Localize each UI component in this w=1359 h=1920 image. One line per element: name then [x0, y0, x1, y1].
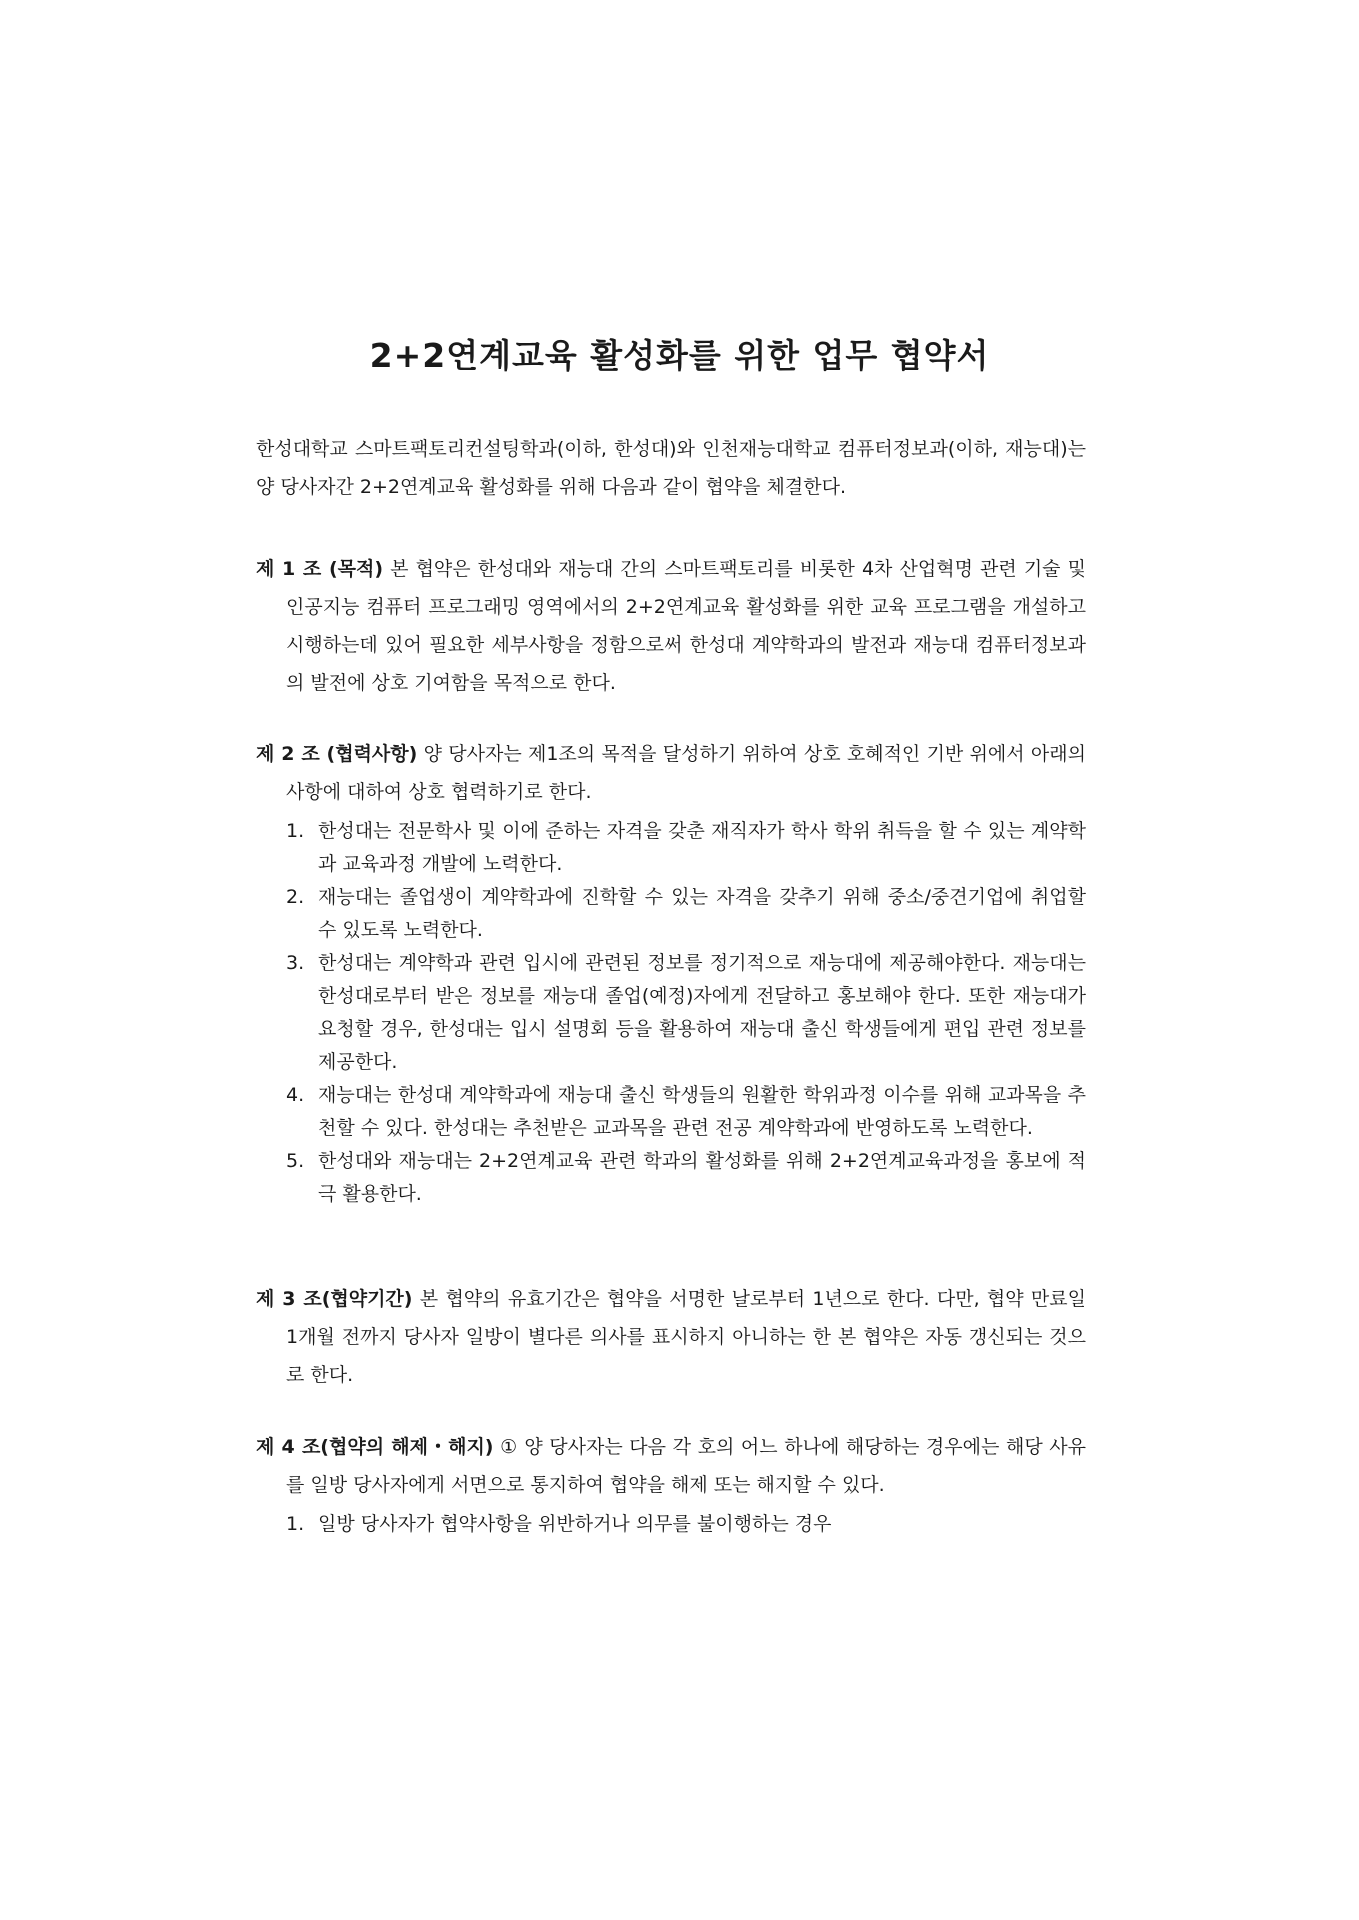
- article-1-heading: 제 1 조 (목적): [256, 558, 384, 580]
- list-item: [286, 1508, 1086, 1541]
- article-4-items: [256, 1508, 1086, 1541]
- article-4-body: ① 양 당사자는 다음 각 호의 어느 하나에 해당하는 경우에는 해당 사유를 일방 당사자에게 서면으로 통지하여 협약을 해제 또는 해지할 수 있다.: [286, 1436, 1086, 1496]
- article-2: [256, 735, 1086, 1211]
- list-item: [286, 1079, 1086, 1145]
- article-3-text: [256, 1280, 1086, 1394]
- item-text: 재능대는 한성대 계약학과에 재능대 출신 학생들의 원활한 학위과정 이수를 위해 교과목을 추천할 수 있다. 한성대는 추천받은 교과목을 관련 전공 계약학과에 반영하도록 노력한다.: [318, 1084, 1086, 1139]
- article-4: [256, 1428, 1086, 1541]
- intro-paragraph: 한성대학교 스마트팩토리컨설팅학과(이하, 한성대)와 인천재능대학교 컴퓨터정보과(이하, 재능대)는 양 당사자간 2+2연계교육 활성화를 위해 다음과 같이 협약을 체결한다.: [256, 438, 1086, 498]
- article-2-items: [256, 815, 1086, 1211]
- item-text: 한성대는 전문학사 및 이에 준하는 자격을 갖춘 재직자가 학사 학위 취득을 할 수 있는 계약학과 교육과정 개발에 노력한다.: [318, 820, 1086, 875]
- article-4-heading: 제 4 조(협약의 해제・해지): [256, 1436, 494, 1458]
- item-number: 1.: [286, 1513, 305, 1535]
- article-3-heading: 제 3 조(협약기간): [256, 1288, 413, 1310]
- item-number: 5.: [286, 1150, 305, 1172]
- list-item: [286, 815, 1086, 881]
- article-2-text: [256, 735, 1086, 811]
- article-4-text: [256, 1428, 1086, 1504]
- item-number: 3.: [286, 952, 305, 974]
- article-1-text: [256, 550, 1086, 702]
- list-item: [286, 947, 1086, 1079]
- article-3: [256, 1280, 1086, 1394]
- list-item: [286, 1145, 1086, 1211]
- item-text: 재능대는 졸업생이 계약학과에 진학할 수 있는 자격을 갖추기 위해 중소/중견기업에 취업할 수 있도록 노력한다.: [318, 886, 1086, 941]
- item-text: 일방 당사자가 협약사항을 위반하거나 의무를 불이행하는 경우: [318, 1513, 832, 1535]
- article-1: [256, 550, 1086, 702]
- item-text: 한성대와 재능대는 2+2연계교육 관련 학과의 활성화를 위해 2+2연계교육과정을 홍보에 적극 활용한다.: [318, 1150, 1086, 1205]
- article-3-body: 본 협약의 유효기간은 협약을 서명한 날로부터 1년으로 한다. 다만, 협약 만료일 1개월 전까지 당사자 일방이 별다른 의사를 표시하지 아니하는 한 본 협약은 자동 갱신되는 것으로 한다.: [286, 1288, 1086, 1386]
- document-title: 2+2연계교육 활성화를 위한 업무 협약서: [369, 336, 990, 375]
- list-item: [286, 881, 1086, 947]
- item-number: 4.: [286, 1084, 305, 1106]
- item-number: 2.: [286, 886, 305, 908]
- article-2-heading: 제 2 조 (협력사항): [256, 743, 418, 765]
- article-1-body: 본 협약은 한성대와 재능대 간의 스마트팩토리를 비롯한 4차 산업혁명 관련 기술 및 인공지능 컴퓨터 프로그래밍 영역에서의 2+2연계교육 활성화를 위한 교육 프로그램을 개설하고 시행하는데 있어 필요한 세부사항을 정함으로써 한성대 계약학과의 발전과 재능대 컴퓨터정보과의 발전에 상호 기여함을 목적으로 한다.: [286, 558, 1086, 694]
- item-text: 한성대는 계약학과 관련 입시에 관련된 정보를 정기적으로 재능대에 제공해야한다. 재능대는 한성대로부터 받은 정보를 재능대 졸업(예정)자에게 전달하고 홍보해야 한다. 또한 재능대가 요청할 경우, 한성대는 입시 설명회 등을 활용하여 재능대 출신 학생들에게 편입 관련 정보를 제공한다.: [318, 952, 1086, 1073]
- article-2-body: 양 당사자는 제1조의 목적을 달성하기 위하여 상호 호혜적인 기반 위에서 아래의 사항에 대하여 상호 협력하기로 한다.: [286, 743, 1086, 803]
- item-number: 1.: [286, 820, 305, 842]
